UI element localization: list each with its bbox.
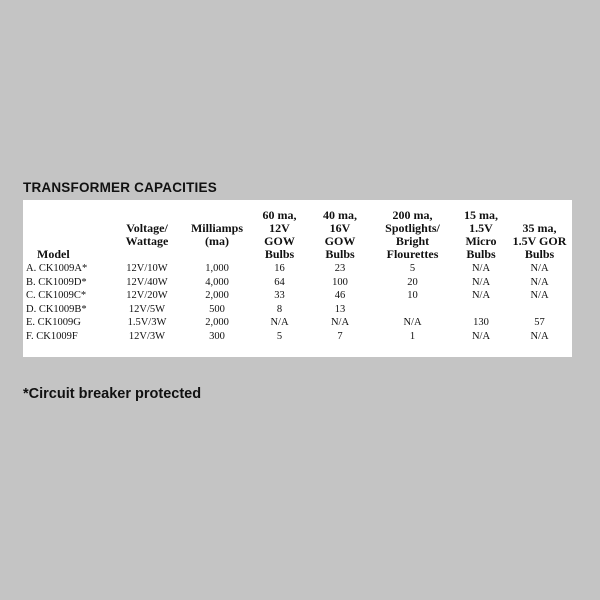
cell-40ma: 46 xyxy=(334,290,346,301)
table-row xyxy=(23,316,572,330)
cell-60ma: 8 xyxy=(276,303,283,315)
cell-model: B. CK1009D* xyxy=(26,276,87,288)
cell-15ma: N/A xyxy=(471,330,491,342)
cell-15ma: N/A xyxy=(471,263,491,274)
cell-voltage: 12V/20W xyxy=(126,290,168,301)
cell-voltage: 12V/3W xyxy=(128,330,166,342)
cell-15ma: N/A xyxy=(471,290,491,301)
table-row xyxy=(23,289,572,303)
column-header-200ma: 200 ma, Spotlights/ Bright Flourettes xyxy=(385,208,440,261)
cell-model: F. CK1009F xyxy=(26,330,78,342)
cell-60ma: 33 xyxy=(274,290,285,301)
table-title: TRANSFORMER CAPACITIES xyxy=(23,180,217,195)
cell-35ma: N/A xyxy=(530,263,549,274)
table-row xyxy=(23,330,572,344)
cell-60ma: 5 xyxy=(276,330,283,342)
cell-200ma: 1 xyxy=(409,330,416,342)
cell-35ma: N/A xyxy=(530,330,549,342)
table-row xyxy=(23,262,572,276)
column-header-milliamps: Milliamps (ma) xyxy=(190,221,243,248)
capacity-table-card xyxy=(23,200,572,357)
cell-15ma: 130 xyxy=(473,317,489,328)
cell-15ma xyxy=(455,303,507,317)
cell-model: A. CK1009A* xyxy=(26,263,88,274)
cell-40ma: 13 xyxy=(334,303,346,315)
cell-milliamps: 300 xyxy=(209,330,225,342)
cell-milliamps: 1,000 xyxy=(205,263,229,274)
cell-35ma: 57 xyxy=(534,317,545,328)
cell-200ma: 10 xyxy=(407,290,418,301)
cell-model: E. CK1009G xyxy=(26,317,81,328)
cell-35ma: N/A xyxy=(530,276,549,288)
column-header-60ma: 60 ma, 12V GOW Bulbs xyxy=(262,208,297,261)
column-header-40ma: 40 ma, 16V GOW Bulbs xyxy=(323,208,357,261)
cell-200ma: 20 xyxy=(407,276,418,288)
cell-60ma: N/A xyxy=(270,317,289,328)
column-header-voltage: Voltage/ Wattage xyxy=(125,221,169,248)
table-row xyxy=(23,303,572,317)
footnote: *Circuit breaker protected xyxy=(23,386,202,402)
column-header-15ma: 15 ma, 1.5V Micro Bulbs xyxy=(464,208,498,261)
cell-15ma: N/A xyxy=(471,276,491,288)
cell-milliamps: 2,000 xyxy=(205,317,229,328)
cell-40ma: N/A xyxy=(330,317,350,328)
column-header-model: Model xyxy=(37,247,70,261)
cell-milliamps: 4,000 xyxy=(205,276,229,288)
cell-voltage: 1.5V/3W xyxy=(127,317,167,328)
cell-voltage: 12V/10W xyxy=(126,263,168,274)
cell-model: D. CK1009B* xyxy=(26,303,87,315)
cell-voltage: 12V/5W xyxy=(128,303,166,315)
cell-200ma: 5 xyxy=(409,263,416,274)
cell-60ma: 64 xyxy=(274,276,285,288)
cell-200ma xyxy=(370,303,455,317)
cell-milliamps: 2,000 xyxy=(205,290,229,301)
cell-model: C. CK1009C* xyxy=(26,290,87,301)
cell-milliamps: 500 xyxy=(209,303,225,315)
cell-200ma: N/A xyxy=(403,317,422,328)
table-row xyxy=(23,276,572,290)
cell-60ma: 16 xyxy=(274,263,285,274)
cell-35ma xyxy=(507,303,572,317)
cell-40ma: 100 xyxy=(332,276,348,288)
cell-voltage: 12V/40W xyxy=(126,276,168,288)
header-row xyxy=(23,203,572,262)
cell-40ma: 23 xyxy=(334,263,346,274)
capacity-table xyxy=(23,203,572,343)
cell-35ma: N/A xyxy=(530,290,549,301)
column-header-35ma: 35 ma, 1.5V GOR Bulbs xyxy=(512,221,567,261)
cell-40ma: 7 xyxy=(337,330,343,342)
